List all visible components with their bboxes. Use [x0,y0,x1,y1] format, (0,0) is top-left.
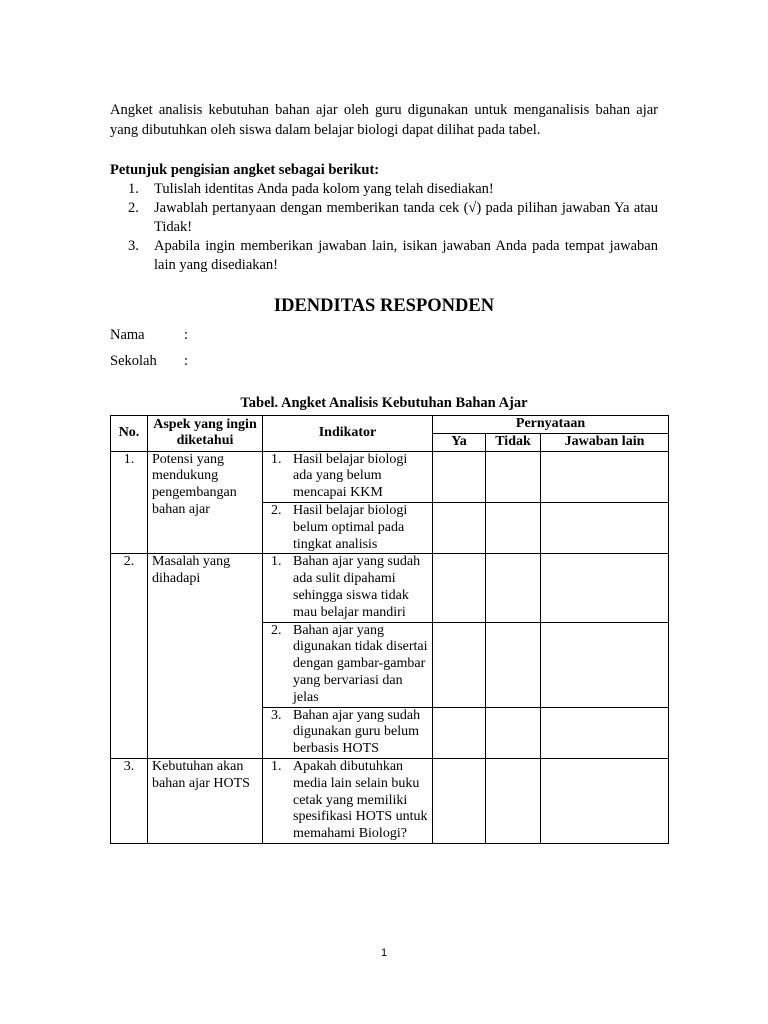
header-ya: Ya [433,433,486,451]
tidak-answer-cell[interactable] [486,707,541,758]
indikator-number: 1. [271,758,282,774]
indikator-number: 1. [271,554,282,570]
aspek-cell: Kebutuhan akan bahan ajar HOTS [148,758,263,843]
instruction-text: Jawablah pertanyaan dengan memberikan tanda cek (√) pada pilihan jawaban Ya atau Tidak! [154,200,658,235]
aspek-cell: Potensi yang mendukung pengembangan bahan ajar [148,451,263,554]
section-title: IDENDITAS RESPONDEN [273,296,495,316]
instruction-item [110,199,658,237]
header-tidak: Tidak [486,433,541,451]
table-row [111,554,669,622]
table-row [111,451,669,502]
row-number: 3. [111,758,148,843]
ya-answer-cell[interactable] [433,502,486,553]
header-indikator: Indikator [263,416,433,452]
indikator-text: Bahan ajar yang digunakan tidak disertai dengan gambar-gambar yang bervariasi dan jelas [293,622,428,705]
field-label: Sekolah [110,353,157,369]
indikator-cell [263,502,433,553]
indikator-number: 1. [271,451,282,467]
header-jawaban-lain: Jawaban lain [541,433,669,451]
instruction-item [110,237,658,275]
indikator-number: 3. [271,707,282,723]
ya-answer-cell[interactable] [433,707,486,758]
instruction-number: 2. [128,200,139,216]
field-nama [110,325,188,345]
tidak-answer-cell[interactable] [486,758,541,843]
instruction-text: Tulislah identitas Anda pada kolom yang telah disediakan! [154,181,494,197]
row-number: 1. [111,451,148,554]
field-separator: : [184,353,189,369]
aspek-cell: Masalah yang dihadapi [148,554,263,759]
jawaban-lain-cell[interactable] [541,622,669,707]
indikator-number: 2. [271,622,282,638]
table-caption: Tabel. Angket Analisis Kebutuhan Bahan Ajar [240,395,528,411]
jawaban-lain-cell[interactable] [541,554,669,622]
indikator-text: Apakah dibutuhkan media lain selain buku cetak yang memiliki spesifikasi HOTS untuk memahami Biologi? [293,758,428,842]
instructions-list [110,180,658,275]
tidak-answer-cell[interactable] [486,502,541,553]
jawaban-lain-cell[interactable] [541,502,669,553]
ya-answer-cell[interactable] [433,758,486,843]
instruction-number: 1. [128,181,139,197]
indikator-text: Bahan ajar yang sudah digunakan guru belum berbasis HOTS [293,707,421,757]
field-separator: : [184,327,189,343]
instruction-number: 3. [128,238,139,254]
tidak-answer-cell[interactable] [486,622,541,707]
ya-answer-cell[interactable] [433,554,486,622]
field-label: Nama [110,327,145,343]
instruction-item [110,180,658,199]
indikator-text: Hasil belajar biologi ada yang belum mencapai KKM [293,451,408,501]
ya-answer-cell[interactable] [433,451,486,502]
indikator-cell [263,554,433,622]
row-number: 2. [111,554,148,759]
table-row [111,758,669,843]
header-no: No. [111,416,148,452]
questionnaire-table [110,415,669,844]
header-pernyataan: Pernyataan [433,416,669,434]
intro-paragraph: Angket analisis kebutuhan bahan ajar oleh guru digunakan untuk menganalisis bahan ajar yang dibutuhkan oleh siswa dalam belajar biologi dapat dilihat pada tabel. [110,102,658,138]
instructions-title: Petunjuk pengisian angket sebagai berikut: [110,162,380,178]
jawaban-lain-cell[interactable] [541,758,669,843]
indikator-cell [263,451,433,502]
ya-answer-cell[interactable] [433,622,486,707]
tidak-answer-cell[interactable] [486,451,541,502]
indikator-cell [263,622,433,707]
indikator-cell [263,707,433,758]
indikator-cell [263,758,433,843]
jawaban-lain-cell[interactable] [541,707,669,758]
instruction-text: Apabila ingin memberikan jawaban lain, isikan jawaban Anda pada tempat jawaban lain yang disediakan! [154,238,658,273]
header-aspek: Aspek yang ingin diketahui [148,416,263,452]
indikator-text: Hasil belajar biologi belum optimal pada tingkat analisis [293,502,408,552]
page-number: 1 [380,947,388,959]
indikator-number: 2. [271,502,282,518]
jawaban-lain-cell[interactable] [541,451,669,502]
tidak-answer-cell[interactable] [486,554,541,622]
field-sekolah [110,351,188,371]
indikator-text: Bahan ajar yang sudah ada sulit dipahami sehingga siswa tidak mau belajar mandiri [293,554,421,620]
